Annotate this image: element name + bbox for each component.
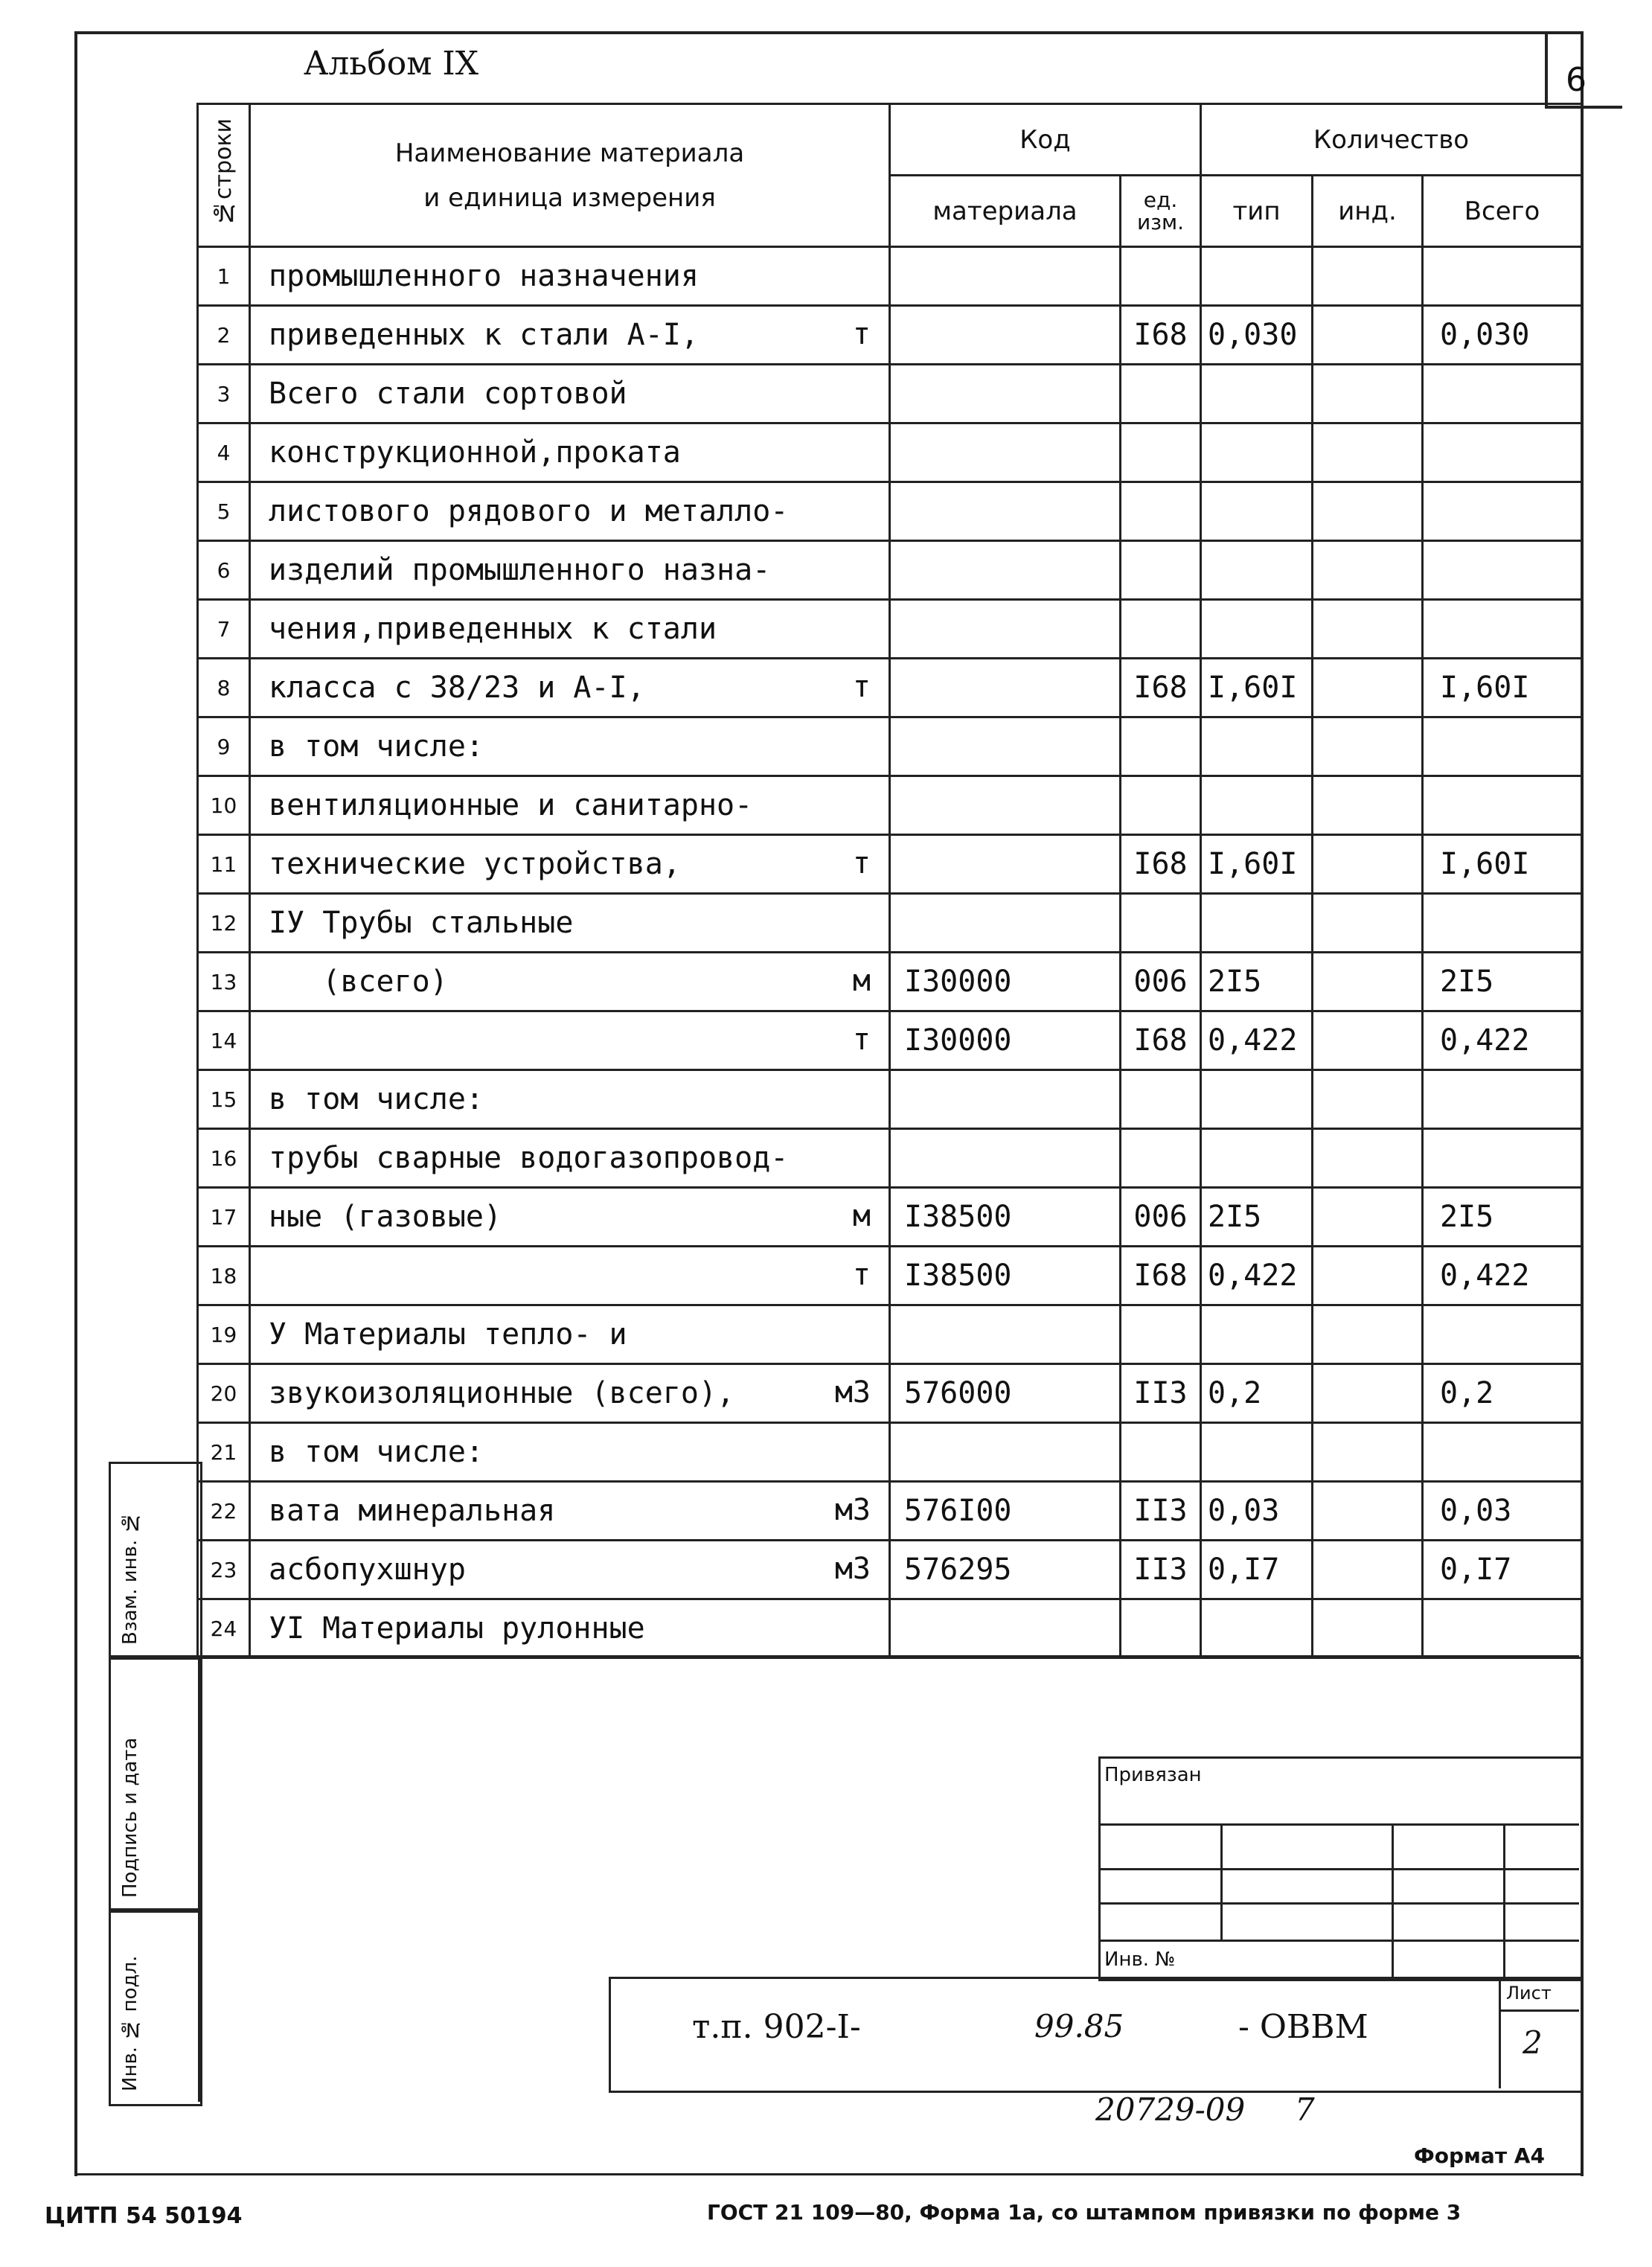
table-row — [198, 776, 1582, 835]
material-name: вентиляционные и санитарно- — [269, 788, 753, 822]
material-name: чения,приведенных к стали — [269, 612, 717, 646]
material-name: (всего) — [269, 965, 448, 999]
material-code-cell — [890, 247, 1121, 306]
qty-total-cell — [1423, 776, 1582, 835]
table-row — [198, 306, 1582, 365]
unit-code-cell — [1121, 482, 1201, 541]
material-name-cell — [250, 1011, 890, 1070]
row-number-cell: 4 — [198, 423, 250, 482]
qty-type-cell — [1201, 717, 1313, 776]
row-number-cell: 3 — [198, 365, 250, 423]
designation-prefix: т.п. 902-I- — [692, 2008, 861, 2046]
row-number-cell: 12 — [198, 894, 250, 953]
privyazan-line-3 — [1098, 1902, 1579, 1905]
corner-sheet-number: 6 — [1566, 61, 1587, 99]
qty-total-cell: I,60I — [1423, 659, 1582, 717]
row-number-cell: 5 — [198, 482, 250, 541]
table-row — [198, 717, 1582, 776]
unit-code-cell — [1121, 894, 1201, 953]
unit-code-cell — [1121, 1423, 1201, 1482]
qty-type-cell — [1201, 776, 1313, 835]
page-frame-bottom — [74, 2173, 1581, 2175]
qty-ind-cell — [1313, 1599, 1423, 1658]
table-row — [198, 659, 1582, 717]
qty-ind-cell — [1313, 1129, 1423, 1188]
qty-total-cell: 2I5 — [1423, 1188, 1582, 1247]
qty-ind-cell — [1313, 247, 1423, 306]
side-label-inv-podl: Инв. № подл. — [119, 1955, 141, 2091]
qty-total-cell: 0,I7 — [1423, 1541, 1582, 1599]
qty-total-cell — [1423, 1599, 1582, 1658]
materials-table — [196, 103, 1583, 1659]
row-number-cell: 18 — [198, 1247, 250, 1305]
material-name: IУ Трубы стальные — [269, 906, 574, 940]
material-name-cell — [250, 247, 890, 306]
material-name-cell — [250, 482, 890, 541]
qty-total-cell — [1423, 423, 1582, 482]
qty-total-cell — [1423, 1423, 1582, 1482]
material-code-cell — [890, 835, 1121, 894]
table-row — [198, 365, 1582, 423]
qty-ind-cell — [1313, 1364, 1423, 1423]
table-row — [198, 1482, 1582, 1541]
qty-type-cell — [1201, 1305, 1313, 1364]
qty-total-cell: I,60I — [1423, 835, 1582, 894]
unit-code-cell: I68 — [1121, 835, 1201, 894]
side-label-podpis-data: Подпись и дата — [119, 1737, 141, 1898]
unit-code-cell — [1121, 600, 1201, 659]
qty-type-cell: 0,I7 — [1201, 1541, 1313, 1599]
unit-code-cell: II3 — [1121, 1482, 1201, 1541]
measure-unit: м — [852, 964, 871, 998]
qty-total-cell: 0,030 — [1423, 306, 1582, 365]
unit-code-cell — [1121, 365, 1201, 423]
qty-ind-cell — [1313, 1011, 1423, 1070]
qty-type-cell — [1201, 1129, 1313, 1188]
qty-type-cell — [1201, 894, 1313, 953]
unit-code-cell: I68 — [1121, 306, 1201, 365]
unit-code-cell — [1121, 1599, 1201, 1658]
material-name-cell — [250, 541, 890, 600]
material-name-cell — [250, 1305, 890, 1364]
material-name-cell — [250, 1423, 890, 1482]
material-name-cell — [250, 365, 890, 423]
row-number-cell: 6 — [198, 541, 250, 600]
qty-ind-cell — [1313, 1070, 1423, 1129]
qty-type-cell: I,60I — [1201, 835, 1313, 894]
unit-code-cell — [1121, 1129, 1201, 1188]
table-row — [198, 600, 1582, 659]
material-code-cell — [890, 482, 1121, 541]
measure-unit: м — [852, 1199, 871, 1233]
material-name-cell — [250, 1070, 890, 1129]
material-name-cell — [250, 894, 890, 953]
title-block-sheet-divider — [1499, 1977, 1501, 2088]
qty-total-cell — [1423, 247, 1582, 306]
qty-type-cell — [1201, 1423, 1313, 1482]
material-name: в том числе: — [269, 1082, 484, 1116]
table-row — [198, 1541, 1582, 1599]
table-row — [198, 1070, 1582, 1129]
material-code-cell — [890, 659, 1121, 717]
row-number-cell: 11 — [198, 835, 250, 894]
table-row — [198, 1247, 1582, 1305]
material-name: листового рядового и металло- — [269, 494, 789, 528]
material-code-cell: 576I00 — [890, 1482, 1121, 1541]
qty-total-cell — [1423, 365, 1582, 423]
unit-code-cell: II3 — [1121, 1364, 1201, 1423]
material-name: трубы сварные водогазопровод- — [269, 1141, 789, 1175]
material-name: ные (газовые) — [269, 1200, 502, 1234]
table-row — [198, 835, 1582, 894]
material-code-cell — [890, 600, 1121, 659]
qty-type-cell: 0,2 — [1201, 1364, 1313, 1423]
unit-code-cell — [1121, 423, 1201, 482]
header-qty-type: тип — [1201, 176, 1313, 247]
table-row — [198, 1011, 1582, 1070]
material-code-cell — [890, 1305, 1121, 1364]
header-material-name: Наименование материала и единица измерения — [250, 104, 890, 247]
qty-type-cell: 0,03 — [1201, 1482, 1313, 1541]
material-name-cell — [250, 1482, 890, 1541]
material-code-cell: 576000 — [890, 1364, 1121, 1423]
material-name: промышленного назначения — [269, 259, 699, 293]
qty-total-cell: 2I5 — [1423, 953, 1582, 1011]
header-code-material: материала — [890, 176, 1121, 247]
row-number-cell: 21 — [198, 1423, 250, 1482]
row-number-cell: 9 — [198, 717, 250, 776]
row-number-cell: 24 — [198, 1599, 250, 1658]
table-row — [198, 894, 1582, 953]
qty-ind-cell — [1313, 541, 1423, 600]
qty-total-cell — [1423, 894, 1582, 953]
side-label-vzam-inv: Взам. инв. № — [119, 1511, 141, 1645]
material-name: конструкционной,проката — [269, 435, 681, 470]
privyazan-label: Привязан — [1104, 1764, 1202, 1786]
material-name-cell — [250, 717, 890, 776]
table-row — [198, 541, 1582, 600]
material-name: в том числе: — [269, 729, 484, 764]
qty-type-cell: I,60I — [1201, 659, 1313, 717]
header-qty-total: Всего — [1423, 176, 1582, 247]
privyazan-line-2 — [1098, 1868, 1579, 1870]
measure-unit: т — [852, 1258, 871, 1292]
unit-code-cell — [1121, 1070, 1201, 1129]
privyazan-vline-1 — [1220, 1823, 1223, 1940]
privyazan-line-4 — [1098, 1940, 1579, 1942]
material-name-cell — [250, 1541, 890, 1599]
measure-unit: м3 — [834, 1493, 871, 1527]
qty-total-cell: 0,422 — [1423, 1247, 1582, 1305]
material-code-cell: I38500 — [890, 1188, 1121, 1247]
material-name: УI Материалы рулонные — [269, 1611, 645, 1646]
qty-ind-cell — [1313, 659, 1423, 717]
material-code-cell: I38500 — [890, 1247, 1121, 1305]
qty-total-cell: 0,422 — [1423, 1011, 1582, 1070]
unit-code-cell: 006 — [1121, 953, 1201, 1011]
qty-type-cell: 0,422 — [1201, 1247, 1313, 1305]
row-number-cell: 22 — [198, 1482, 250, 1541]
qty-type-cell — [1201, 1599, 1313, 1658]
qty-ind-cell — [1313, 894, 1423, 953]
material-name: изделий промышленного назна- — [269, 553, 771, 587]
privyazan-vline-2 — [1392, 1823, 1394, 1977]
material-name: асбопухшнур — [269, 1553, 466, 1587]
measure-unit: т — [852, 1023, 871, 1057]
qty-total-cell — [1423, 1129, 1582, 1188]
album-title: Альбом IX — [304, 45, 479, 83]
unit-code-cell — [1121, 541, 1201, 600]
material-name-cell — [250, 1364, 890, 1423]
sheet-value: 2 — [1523, 2024, 1543, 2061]
row-number-cell: 13 — [198, 953, 250, 1011]
material-name-cell — [250, 423, 890, 482]
privyazan-line-1 — [1098, 1823, 1579, 1826]
unit-code-cell: I68 — [1121, 1247, 1201, 1305]
material-name: звукоизоляционные (всего), — [269, 1376, 735, 1410]
material-name-cell — [250, 1599, 890, 1658]
qty-ind-cell — [1313, 482, 1423, 541]
table-row — [198, 1305, 1582, 1364]
table-row — [198, 423, 1582, 482]
format-label: Формат А4 — [1414, 2143, 1545, 2168]
qty-ind-cell — [1313, 717, 1423, 776]
material-name: вата минеральная — [269, 1494, 556, 1528]
material-name: Всего стали сортовой — [269, 377, 627, 411]
row-number-cell: 23 — [198, 1541, 250, 1599]
title-block-sheet-line — [1499, 2009, 1579, 2012]
material-code-cell — [890, 1070, 1121, 1129]
row-number-cell: 17 — [198, 1188, 250, 1247]
qty-ind-cell — [1313, 953, 1423, 1011]
material-name-cell — [250, 1129, 890, 1188]
material-name: класса с 38/23 и А-I, — [269, 671, 645, 705]
row-number-cell: 15 — [198, 1070, 250, 1129]
row-number-cell: 1 — [198, 247, 250, 306]
row-number-cell: 8 — [198, 659, 250, 717]
table-bottom-line — [198, 1655, 1579, 1657]
qty-ind-cell — [1313, 1188, 1423, 1247]
unit-code-cell: 006 — [1121, 1188, 1201, 1247]
unit-code-cell — [1121, 776, 1201, 835]
material-code-cell: I30000 — [890, 953, 1121, 1011]
material-code-cell — [890, 306, 1121, 365]
header-code-unit: ед. изм. — [1121, 176, 1201, 247]
qty-type-cell — [1201, 482, 1313, 541]
unit-code-cell — [1121, 1305, 1201, 1364]
material-code-cell — [890, 1129, 1121, 1188]
material-name-cell — [250, 835, 890, 894]
qty-type-cell — [1201, 365, 1313, 423]
qty-ind-cell — [1313, 1305, 1423, 1364]
qty-total-cell — [1423, 717, 1582, 776]
material-name: приведенных к стали А-I, — [269, 318, 699, 352]
material-name-cell — [250, 306, 890, 365]
row-number-cell: 19 — [198, 1305, 250, 1364]
table-row — [198, 1423, 1582, 1482]
qty-ind-cell — [1313, 306, 1423, 365]
material-name-cell — [250, 953, 890, 1011]
unit-code-cell: I68 — [1121, 659, 1201, 717]
qty-ind-cell — [1313, 835, 1423, 894]
qty-total-cell — [1423, 1305, 1582, 1364]
qty-ind-cell — [1313, 1482, 1423, 1541]
material-name-cell — [250, 1188, 890, 1247]
row-number-cell: 7 — [198, 600, 250, 659]
material-code-cell — [890, 541, 1121, 600]
table-row — [198, 1599, 1582, 1658]
material-code-cell — [890, 423, 1121, 482]
table-row — [198, 482, 1582, 541]
qty-type-cell: 2I5 — [1201, 953, 1313, 1011]
row-number-cell: 14 — [198, 1011, 250, 1070]
qty-ind-cell — [1313, 1423, 1423, 1482]
footer-gost: ГОСТ 21 109—80, Форма 1а, со штампом привязки по форме 3 — [707, 2200, 1461, 2225]
header-qty-ind: инд. — [1313, 176, 1423, 247]
qty-total-cell — [1423, 600, 1582, 659]
measure-unit: т — [852, 846, 871, 880]
qty-type-cell: 2I5 — [1201, 1188, 1313, 1247]
material-name-cell — [250, 659, 890, 717]
archive-page: 7 — [1295, 2091, 1315, 2128]
qty-ind-cell — [1313, 365, 1423, 423]
qty-total-cell — [1423, 541, 1582, 600]
qty-ind-cell — [1313, 1541, 1423, 1599]
qty-type-cell — [1201, 600, 1313, 659]
material-code-cell — [890, 894, 1121, 953]
archive-number: 20729-09 — [1095, 2091, 1246, 2128]
qty-total-cell: 0,03 — [1423, 1482, 1582, 1541]
header-code-group: Код — [890, 104, 1201, 176]
material-name-cell — [250, 1247, 890, 1305]
row-number-cell: 16 — [198, 1129, 250, 1188]
material-name-cell — [250, 600, 890, 659]
header-quantity-group: Количество — [1201, 104, 1582, 176]
inv-no-label: Инв. № — [1104, 1948, 1176, 1971]
privyazan-vline-3 — [1503, 1823, 1505, 1977]
table-row — [198, 1188, 1582, 1247]
sheet-label: Лист — [1506, 1983, 1552, 2004]
measure-unit: т — [852, 317, 871, 351]
measure-unit: м3 — [834, 1375, 871, 1410]
qty-type-cell — [1201, 541, 1313, 600]
designation-handwritten: 99.85 — [1034, 2008, 1124, 2044]
material-name: технические устройства, — [269, 847, 681, 881]
table-row — [198, 1129, 1582, 1188]
qty-type-cell: 0,030 — [1201, 306, 1313, 365]
row-number-cell: 10 — [198, 776, 250, 835]
header-row-number: №строки — [198, 104, 250, 247]
material-name: У Материалы тепло- и — [269, 1317, 627, 1352]
material-code-cell — [890, 776, 1121, 835]
qty-total-cell: 0,2 — [1423, 1364, 1582, 1423]
qty-ind-cell — [1313, 1247, 1423, 1305]
material-name-cell — [250, 776, 890, 835]
left-vertical-line — [198, 1655, 200, 2102]
qty-ind-cell — [1313, 776, 1423, 835]
qty-total-cell — [1423, 1070, 1582, 1129]
footer-left-code: ЦИТП 54 50194 — [45, 2203, 243, 2229]
material-code-cell: I30000 — [890, 1011, 1121, 1070]
unit-code-cell: II3 — [1121, 1541, 1201, 1599]
material-name: в том числе: — [269, 1435, 484, 1469]
table-row — [198, 247, 1582, 306]
material-code-cell — [890, 365, 1121, 423]
qty-type-cell — [1201, 247, 1313, 306]
qty-type-cell — [1201, 423, 1313, 482]
table-row — [198, 953, 1582, 1011]
measure-unit: м3 — [834, 1552, 871, 1586]
qty-type-cell: 0,422 — [1201, 1011, 1313, 1070]
material-code-cell — [890, 717, 1121, 776]
row-number-cell: 20 — [198, 1364, 250, 1423]
qty-type-cell — [1201, 1070, 1313, 1129]
unit-code-cell — [1121, 247, 1201, 306]
measure-unit: т — [852, 670, 871, 704]
material-code-cell — [890, 1599, 1121, 1658]
qty-ind-cell — [1313, 423, 1423, 482]
qty-ind-cell — [1313, 600, 1423, 659]
unit-code-cell: I68 — [1121, 1011, 1201, 1070]
qty-total-cell — [1423, 482, 1582, 541]
designation-suffix: - ОВВМ — [1238, 2008, 1368, 2046]
row-number-cell: 2 — [198, 306, 250, 365]
unit-code-cell — [1121, 717, 1201, 776]
material-code-cell — [890, 1423, 1121, 1482]
table-row — [198, 1364, 1582, 1423]
material-code-cell: 576295 — [890, 1541, 1121, 1599]
